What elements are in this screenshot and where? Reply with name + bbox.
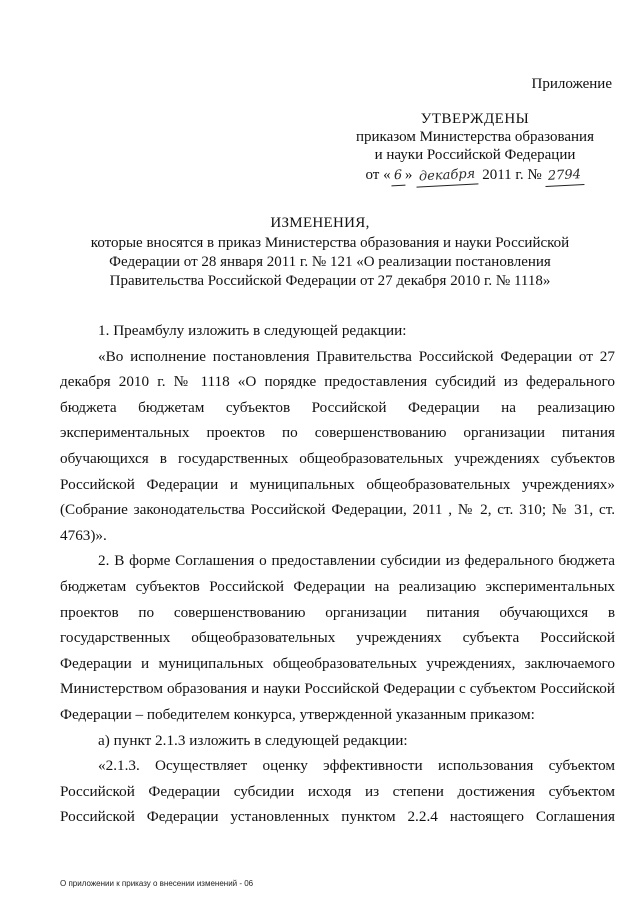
paragraph-2: «Во исполнение постановления Правительства Российской Федерации от 27 декабря 2010 г. № 1118 «О порядке предоставления субсидий из федерального бюджета бюджетам субъектов Российской Федерации на реализацию экспериментальных проектов по совершенствованию организации питания обучающихся в государственных общеобразовательных учреждениях субъектов Российской Федерации и муниципальных общеобразовательных учреждениях» (Собрание законодательства Российской Федерации, 2011 , № 2, ст. 310; № 31, ст. 4763)».: [60, 347, 615, 544]
document-title: ИЗМЕНЕНИЯ,: [270, 215, 370, 231]
appendix-label: Приложение: [531, 76, 612, 92]
document-body: [60, 318, 615, 830]
order-line-2: и науки Российской Федерации: [374, 147, 576, 163]
order-date-line: [340, 166, 610, 186]
date-mid: »: [404, 167, 413, 183]
approved-heading: УТВЕРЖДЕНЫ: [420, 111, 530, 127]
order-number-handwritten: 2794: [545, 166, 585, 187]
paragraph-4: а) пункт 2.1.3 изложить в следующей редакции:: [98, 731, 408, 749]
date-day-handwritten: 6: [390, 167, 405, 187]
date-prefix: от «: [365, 167, 391, 183]
date-year: 2011 г. №: [482, 167, 542, 183]
document-subtitle: [60, 234, 600, 291]
approval-block: [340, 110, 610, 186]
subtitle-line-3: Правительства Российской Федерации от 27 декабря 2010 г. № 1118»: [109, 273, 551, 289]
subtitle-line-1: которые вносятся в приказ Министерства образования и науки Российской: [90, 235, 570, 251]
paragraph-1: 1. Преамбулу изложить в следующей редакции:: [98, 322, 407, 339]
subtitle-line-2: Федерации от 28 января 2011 г. № 121 «О реализации постановления: [109, 254, 551, 270]
footer-note: О приложении к приказу о внесении изменений - 06: [60, 879, 254, 888]
paragraph-3: 2. В форме Соглашения о предоставлении субсидии из федерального бюджета бюджетам субъектов Российской Федерации на реализацию экспериментальных проектов по совершенствованию организации питания обучающихся в государственных общеобразовательных учреждениях субъекта Российской Федерации и муниципальных общеобразовательных учреждениях, заключаемого Министерством образования и науки Российской Федерации с субъектом Российской Федерации – победителем конкурса, утвержденной указанным приказом:: [60, 552, 615, 723]
date-month-handwritten: декабря: [416, 165, 479, 187]
order-line-1: приказом Министерства образования: [356, 129, 594, 145]
paragraph-5: «2.1.3. Осуществляет оценку эффективности использования субъектом Российской Федерации субсидии исходя из степени достижения субъектом Российской Федерации установленных пунктом 2.2.4 настоящего Соглашения: [60, 757, 615, 826]
